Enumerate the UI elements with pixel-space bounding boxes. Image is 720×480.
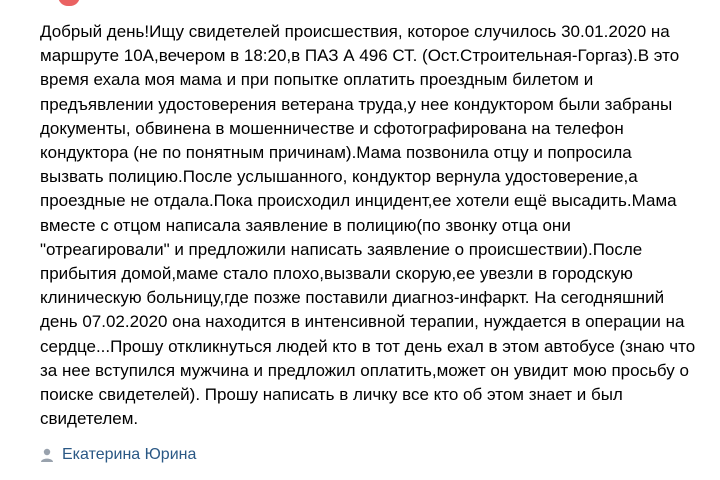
post-signer[interactable] [40, 446, 196, 464]
post-text-line: сердце...Прошу откликнуться людей кто в тот день ехал в этом автобусе (знаю что [40, 336, 696, 356]
post-text-line: день 07.02.2020 она находится в интенсивной терапии, нуждается в операции на [40, 312, 685, 332]
post-text-line: поиске свидетелей). Прошу написать в личку все кто об этом знает и был [40, 385, 623, 405]
post-text-line: Добрый день!Ищу свидетелей происшествия, которое случилось 30.01.2020 на [40, 22, 670, 41]
post-text-line: предъявлении удостоверения ветерана труда,у нее кондуктором были забраны [40, 94, 673, 114]
post-text-line: прибытия домой,маме стало плохо,вызвали скорую,ее увезли в городскую [40, 264, 633, 284]
post-text-line: маршруте 10А,вечером в 18:20,в ПАЗ А 496 СТ. (Ост.Строительная-Горгаз).В это [40, 46, 680, 66]
person-icon [40, 446, 54, 464]
post-text [40, 20, 700, 431]
post-text-line: документы, обвинена в мошенничестве и сфотографирована на телефон [40, 118, 624, 138]
post-text-line: время ехала моя мама и при попытке оплатить проездным билетом и [40, 70, 594, 90]
post-text-line: вызвать полицию.После услышанного, кондуктор вернула удостоверение,а [40, 167, 638, 187]
post-text-line: кондуктора (не по понятным причинам).Мама позвонила отцу и попросила [40, 143, 632, 163]
post-text-line: клиническую больницу,где позже поставили диагноз-инфаркт. На сегодняшний [40, 288, 665, 308]
post-text-line: "отреагировали" и предложили написать заявление о происшествии).После [40, 239, 643, 259]
post-text-line: свидетелем. [40, 409, 139, 429]
signer-name-link[interactable]: Екатерина Юрина [62, 446, 197, 463]
decorative-mark [58, 0, 80, 6]
post-text-line: за нее вступился мужчина и предложил оплатить,может он увидит мою просьбу о [40, 360, 689, 380]
post-text-line: проездные не отдала.Пока происходил инцидент,ее хотели ещё высадить.Мама [40, 191, 677, 211]
post-text-line: вместе с отцом написала заявление в полицию(по звонку отца они [40, 215, 571, 235]
